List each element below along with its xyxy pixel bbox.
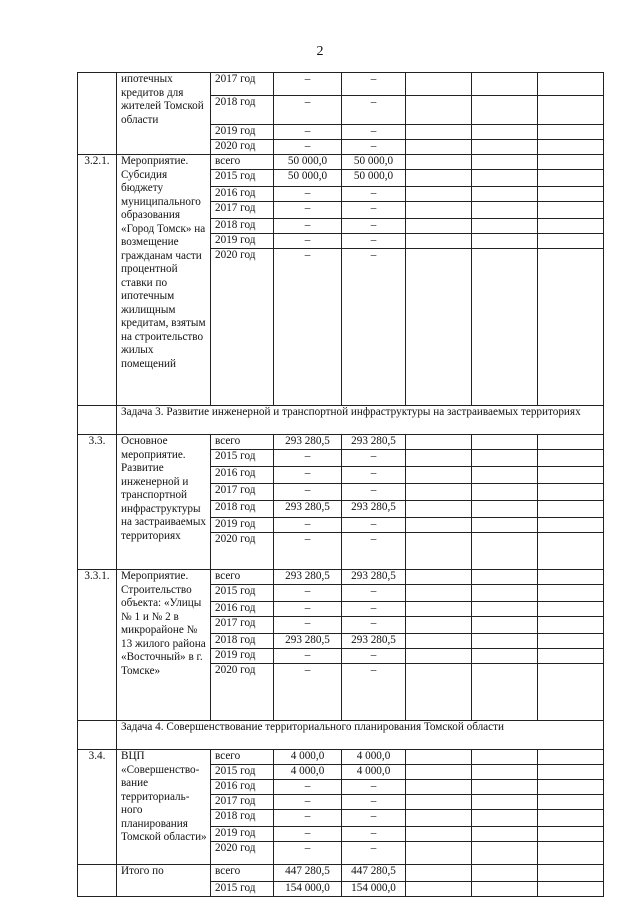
value-cell: –	[342, 533, 406, 570]
value-cell: –	[274, 125, 342, 140]
year-cell: 2015 год	[211, 585, 274, 602]
empty-cell	[538, 140, 604, 155]
empty-cell	[406, 202, 472, 219]
value-cell: 154 000,0	[274, 882, 342, 897]
value-cell: –	[274, 533, 342, 570]
empty-cell	[406, 827, 472, 842]
empty-cell	[472, 73, 538, 96]
value-cell: –	[274, 827, 342, 842]
empty-cell	[472, 249, 538, 406]
section-title: Задача 4. Совершенствование территориального планирования Томской области	[117, 721, 604, 750]
item-name: Итого по	[117, 865, 211, 897]
table-row	[78, 570, 604, 585]
empty-cell	[538, 501, 604, 518]
empty-cell	[406, 155, 472, 170]
year-cell: всего	[211, 570, 274, 585]
empty-cell	[406, 570, 472, 585]
value-cell: –	[342, 140, 406, 155]
value-cell: –	[342, 585, 406, 602]
empty-cell	[472, 842, 538, 865]
year-cell: 2017 год	[211, 617, 274, 634]
value-cell: 293 280,5	[342, 435, 406, 450]
value-cell: 4 000,0	[274, 765, 342, 780]
value-cell: –	[342, 518, 406, 533]
value-cell: –	[342, 202, 406, 219]
value-cell: 293 280,5	[342, 570, 406, 585]
value-cell: 4 000,0	[274, 750, 342, 765]
year-cell: 2018 год	[211, 810, 274, 827]
empty-cell	[472, 865, 538, 882]
empty-cell	[538, 170, 604, 187]
empty-cell	[472, 484, 538, 501]
year-cell: всего	[211, 435, 274, 450]
year-cell: 2016 год	[211, 780, 274, 795]
value-cell: –	[342, 125, 406, 140]
empty-cell	[538, 234, 604, 249]
value-cell: 293 280,5	[342, 634, 406, 649]
year-cell: 2018 год	[211, 501, 274, 518]
empty-cell	[406, 501, 472, 518]
year-cell: 2016 год	[211, 602, 274, 617]
empty-cell	[538, 842, 604, 865]
item-name: Основное мероприятие. Развитие инженерной и транспортной инфраструктуры на застраиваемых территориях	[117, 435, 211, 570]
empty-cell	[406, 664, 472, 721]
year-cell: 2015 год	[211, 450, 274, 467]
value-cell: 50 000,0	[274, 155, 342, 170]
empty-cell	[406, 649, 472, 664]
empty-cell	[406, 518, 472, 533]
empty-cell	[472, 155, 538, 170]
value-cell: –	[274, 73, 342, 96]
value-cell: –	[274, 219, 342, 234]
value-cell: –	[342, 467, 406, 484]
empty-cell	[472, 518, 538, 533]
value-cell: –	[274, 484, 342, 501]
year-cell: 2018 год	[211, 96, 274, 125]
empty-cell	[538, 780, 604, 795]
empty-cell	[538, 585, 604, 602]
year-cell: всего	[211, 750, 274, 765]
value-cell: –	[274, 780, 342, 795]
empty-cell	[406, 795, 472, 810]
empty-cell	[406, 170, 472, 187]
year-cell: 2020 год	[211, 249, 274, 406]
value-cell: –	[342, 842, 406, 865]
item-name: Мероприятие. Субсидия бюджету муниципального образования «Город Томск» на возмещение гражданам части процентной ставки по ипотечным жилищным кредитам, взятым на строительство жилых помещений	[117, 155, 211, 406]
value-cell: –	[274, 467, 342, 484]
empty-cell	[538, 96, 604, 125]
section-row	[78, 721, 604, 750]
value-cell: 293 280,5	[342, 501, 406, 518]
empty-cell	[472, 219, 538, 234]
empty-cell	[472, 533, 538, 570]
year-cell: 2016 год	[211, 467, 274, 484]
year-cell: всего	[211, 865, 274, 882]
year-cell: 2015 год	[211, 170, 274, 187]
value-cell: –	[342, 219, 406, 234]
year-cell: 2019 год	[211, 125, 274, 140]
year-cell: 2016 год	[211, 187, 274, 202]
value-cell: 447 280,5	[342, 865, 406, 882]
year-cell: 2017 год	[211, 73, 274, 96]
value-cell: –	[342, 96, 406, 125]
value-cell: 293 280,5	[274, 634, 342, 649]
value-cell: 154 000,0	[342, 882, 406, 897]
empty-cell	[538, 435, 604, 450]
value-cell: –	[342, 73, 406, 96]
empty-cell	[406, 765, 472, 780]
value-cell: –	[274, 202, 342, 219]
year-cell: 2020 год	[211, 140, 274, 155]
table-row	[78, 865, 604, 882]
empty-cell	[406, 842, 472, 865]
year-cell: 2019 год	[211, 827, 274, 842]
budget-table	[77, 72, 604, 897]
empty-cell	[472, 649, 538, 664]
table-row	[78, 435, 604, 450]
empty-cell	[538, 750, 604, 765]
section-title: Задача 3. Развитие инженерной и транспортной инфраструктуры на застраиваемых территориях	[117, 406, 604, 435]
empty-cell	[538, 617, 604, 634]
empty-cell	[472, 170, 538, 187]
empty-cell	[406, 435, 472, 450]
item-name: ипотечных кредитов для жителей Томской области	[117, 73, 211, 155]
value-cell: –	[274, 810, 342, 827]
empty-cell	[538, 810, 604, 827]
value-cell: –	[342, 602, 406, 617]
empty-cell	[472, 96, 538, 125]
empty-cell	[538, 484, 604, 501]
empty-cell	[472, 827, 538, 842]
value-cell: 4 000,0	[342, 750, 406, 765]
year-cell: 2015 год	[211, 765, 274, 780]
value-cell: –	[342, 484, 406, 501]
empty-cell	[472, 664, 538, 721]
year-cell: 2020 год	[211, 664, 274, 721]
section-row	[78, 406, 604, 435]
empty-cell	[538, 533, 604, 570]
empty-cell	[538, 795, 604, 810]
empty-cell	[472, 765, 538, 780]
empty-cell	[406, 140, 472, 155]
empty-cell	[406, 780, 472, 795]
year-cell: 2018 год	[211, 634, 274, 649]
empty-cell	[406, 882, 472, 897]
year-cell: 2019 год	[211, 518, 274, 533]
value-cell: –	[274, 96, 342, 125]
empty-cell	[406, 634, 472, 649]
value-cell: 293 280,5	[274, 501, 342, 518]
empty-cell	[538, 219, 604, 234]
year-cell: 2017 год	[211, 484, 274, 501]
value-cell: –	[274, 234, 342, 249]
empty-cell	[406, 602, 472, 617]
empty-cell	[538, 634, 604, 649]
empty-cell	[472, 125, 538, 140]
empty-cell	[472, 501, 538, 518]
empty-cell	[538, 249, 604, 406]
year-cell: 2020 год	[211, 842, 274, 865]
value-cell: –	[274, 795, 342, 810]
value-cell: –	[342, 810, 406, 827]
value-cell: –	[274, 649, 342, 664]
item-number: 3.3.	[78, 435, 117, 570]
item-name: ВЦП «Совершенство-вание территориаль-ного планирования Томской области»	[117, 750, 211, 865]
value-cell: –	[274, 664, 342, 721]
value-cell: 293 280,5	[274, 570, 342, 585]
value-cell: 50 000,0	[342, 170, 406, 187]
year-cell: 2015 год	[211, 882, 274, 897]
item-number: 3.3.1.	[78, 570, 117, 721]
empty-cell	[472, 882, 538, 897]
year-cell: 2018 год	[211, 219, 274, 234]
value-cell: –	[342, 249, 406, 406]
empty-cell	[472, 467, 538, 484]
table-row	[78, 155, 604, 170]
value-cell: –	[342, 780, 406, 795]
empty-cell	[78, 721, 117, 750]
empty-cell	[472, 750, 538, 765]
empty-cell	[406, 750, 472, 765]
value-cell: 447 280,5	[274, 865, 342, 882]
year-cell: 2019 год	[211, 649, 274, 664]
empty-cell	[538, 187, 604, 202]
empty-cell	[406, 125, 472, 140]
empty-cell	[406, 249, 472, 406]
value-cell: –	[274, 617, 342, 634]
empty-cell	[472, 602, 538, 617]
empty-cell	[472, 795, 538, 810]
year-cell: 2017 год	[211, 795, 274, 810]
empty-cell	[472, 234, 538, 249]
empty-cell	[406, 187, 472, 202]
year-cell: 2017 год	[211, 202, 274, 219]
empty-cell	[472, 435, 538, 450]
empty-cell	[538, 882, 604, 897]
empty-cell	[406, 533, 472, 570]
empty-cell	[406, 484, 472, 501]
value-cell: 293 280,5	[274, 435, 342, 450]
value-cell: –	[274, 842, 342, 865]
page-number: 2	[316, 44, 324, 59]
value-cell: –	[274, 249, 342, 406]
value-cell: –	[274, 602, 342, 617]
value-cell: –	[274, 450, 342, 467]
empty-cell	[406, 96, 472, 125]
empty-cell	[472, 450, 538, 467]
value-cell: –	[342, 187, 406, 202]
empty-cell	[472, 140, 538, 155]
empty-cell	[538, 664, 604, 721]
empty-cell	[472, 810, 538, 827]
empty-cell	[538, 865, 604, 882]
value-cell: –	[342, 795, 406, 810]
value-cell: –	[342, 234, 406, 249]
empty-cell	[472, 634, 538, 649]
year-cell: 2020 год	[211, 533, 274, 570]
empty-cell	[538, 202, 604, 219]
value-cell: –	[342, 664, 406, 721]
empty-cell	[538, 155, 604, 170]
value-cell: –	[274, 187, 342, 202]
empty-cell	[538, 518, 604, 533]
empty-cell	[472, 570, 538, 585]
empty-cell	[472, 187, 538, 202]
item-name: Мероприятие. Строительство объекта: «Улицы № 1 и № 2 в микрорайоне № 13 жилого района «Восточный» в г. Томске»	[117, 570, 211, 721]
item-number: 3.4.	[78, 750, 117, 865]
year-cell: всего	[211, 155, 274, 170]
empty-cell	[406, 617, 472, 634]
empty-cell	[406, 234, 472, 249]
value-cell: –	[274, 585, 342, 602]
empty-cell	[472, 202, 538, 219]
value-cell: 50 000,0	[274, 170, 342, 187]
empty-cell	[406, 219, 472, 234]
empty-cell	[406, 73, 472, 96]
value-cell: –	[342, 617, 406, 634]
empty-cell	[406, 585, 472, 602]
empty-cell	[538, 467, 604, 484]
value-cell: –	[342, 827, 406, 842]
empty-cell	[538, 570, 604, 585]
empty-cell	[538, 765, 604, 780]
empty-cell	[538, 602, 604, 617]
value-cell: 50 000,0	[342, 155, 406, 170]
empty-cell	[406, 865, 472, 882]
empty-cell	[472, 617, 538, 634]
empty-cell	[406, 450, 472, 467]
year-cell: 2019 год	[211, 234, 274, 249]
empty-cell	[538, 73, 604, 96]
empty-cell	[538, 649, 604, 664]
empty-cell	[472, 780, 538, 795]
empty-cell	[538, 125, 604, 140]
empty-cell	[406, 810, 472, 827]
item-number	[78, 865, 117, 897]
empty-cell	[78, 406, 117, 435]
empty-cell	[538, 827, 604, 842]
value-cell: –	[274, 518, 342, 533]
value-cell: –	[342, 649, 406, 664]
item-number: 3.2.1.	[78, 155, 117, 406]
value-cell: –	[274, 140, 342, 155]
value-cell: –	[342, 450, 406, 467]
empty-cell	[538, 450, 604, 467]
value-cell: 4 000,0	[342, 765, 406, 780]
empty-cell	[472, 585, 538, 602]
item-number	[78, 73, 117, 155]
table-row	[78, 750, 604, 765]
empty-cell	[406, 467, 472, 484]
table-row	[78, 73, 604, 96]
